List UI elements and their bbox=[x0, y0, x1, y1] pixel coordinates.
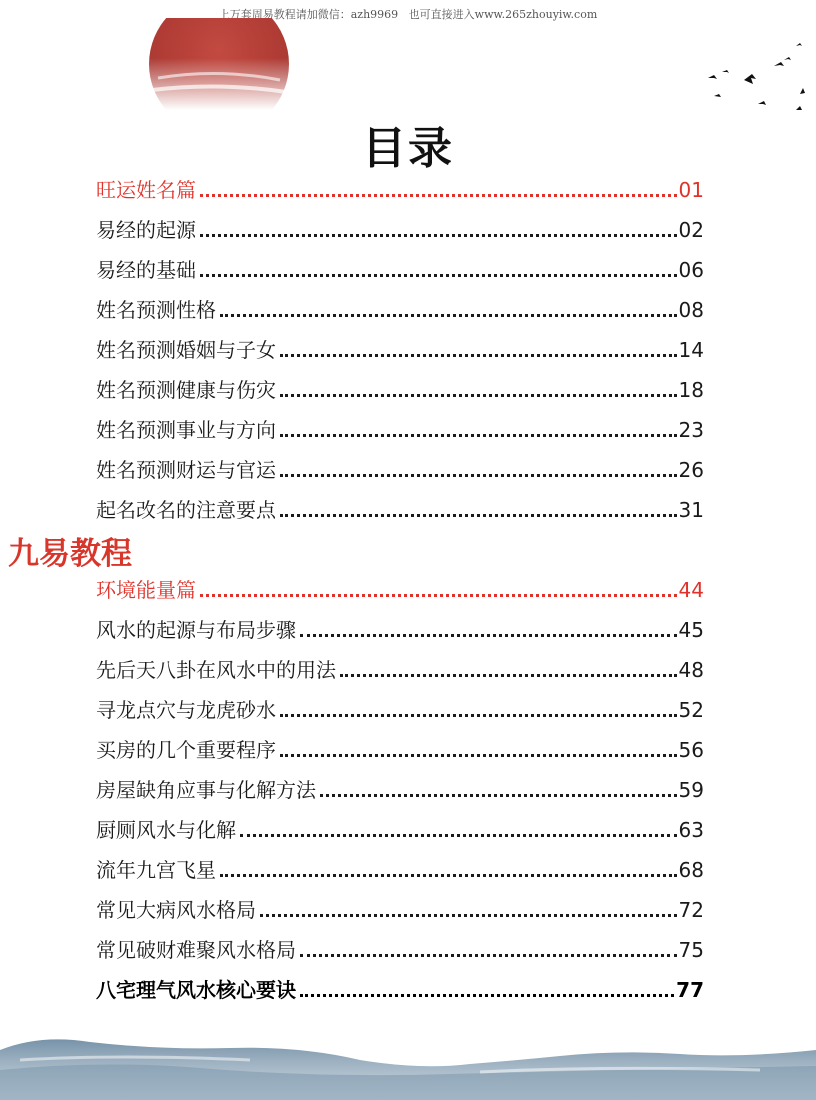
toc-entry[interactable] bbox=[96, 644, 704, 684]
toc-entry[interactable] bbox=[96, 164, 704, 204]
toc-dot-leader bbox=[200, 234, 677, 237]
toc-entry-label: 风水的起源与布局步骤 bbox=[96, 618, 296, 642]
toc-entry-label: 厨厕风水与化解 bbox=[96, 818, 236, 842]
red-sun-decoration bbox=[148, 18, 290, 110]
toc-entry-label: 八宅理气风水核心要诀 bbox=[96, 978, 296, 1002]
toc-entry[interactable] bbox=[96, 404, 704, 444]
toc-dot-leader bbox=[280, 394, 677, 397]
toc-entry-label: 先后天八卦在风水中的用法 bbox=[96, 658, 336, 682]
toc-entry-page-number: 18 bbox=[678, 378, 704, 402]
toc-entry[interactable] bbox=[96, 684, 704, 724]
toc-entry-page-number: 48 bbox=[678, 658, 704, 682]
toc-entry-label: 易经的基础 bbox=[96, 258, 196, 282]
toc-entry[interactable] bbox=[96, 324, 704, 364]
toc-dot-leader bbox=[200, 194, 677, 197]
toc-entry-page-number: 68 bbox=[678, 858, 704, 882]
toc-dot-leader bbox=[280, 514, 677, 517]
toc-entry-page-number: 63 bbox=[678, 818, 704, 842]
toc-entry-page-number: 31 bbox=[678, 498, 704, 522]
toc-entry-page-number: 44 bbox=[678, 578, 704, 602]
brand-logo-text: 九易教程 bbox=[8, 536, 132, 572]
toc-entry[interactable] bbox=[96, 364, 704, 404]
toc-dot-leader bbox=[300, 954, 677, 957]
toc-entry-label: 寻龙点穴与龙虎砂水 bbox=[96, 698, 276, 722]
toc-dot-leader bbox=[260, 914, 677, 917]
toc-list-name-section bbox=[96, 164, 704, 524]
toc-entry[interactable] bbox=[96, 804, 704, 844]
toc-dot-leader bbox=[280, 474, 677, 477]
toc-entry-page-number: 26 bbox=[678, 458, 704, 482]
toc-dot-leader bbox=[320, 794, 677, 797]
toc-dot-leader bbox=[220, 874, 677, 877]
toc-entry-label: 旺运姓名篇 bbox=[96, 178, 196, 202]
toc-entry-page-number: 45 bbox=[678, 618, 704, 642]
toc-entry-label: 姓名预测事业与方向 bbox=[96, 418, 276, 442]
toc-entry-page-number: 02 bbox=[678, 218, 704, 242]
toc-entry[interactable] bbox=[96, 724, 704, 764]
toc-dot-leader bbox=[300, 994, 674, 997]
toc-dot-leader bbox=[200, 594, 677, 597]
toc-entry[interactable] bbox=[96, 244, 704, 284]
toc-dot-leader bbox=[280, 434, 677, 437]
toc-entry-page-number: 56 bbox=[678, 738, 704, 762]
flying-birds-decoration bbox=[700, 38, 812, 118]
toc-entry-page-number: 72 bbox=[678, 898, 704, 922]
toc-entry-label: 环境能量篇 bbox=[96, 578, 196, 602]
toc-entry[interactable] bbox=[96, 484, 704, 524]
toc-entry-label: 房屋缺角应事与化解方法 bbox=[96, 778, 316, 802]
toc-entry-label: 易经的起源 bbox=[96, 218, 196, 242]
header-watermark: 上万套周易教程请加微信：azh9969 也可直接进入www.265zhouyiw.com bbox=[218, 8, 598, 21]
toc-entry-label: 起名改名的注意要点 bbox=[96, 498, 276, 522]
toc-entry-page-number: 59 bbox=[678, 778, 704, 802]
toc-dot-leader bbox=[280, 354, 677, 357]
toc-entry[interactable] bbox=[96, 844, 704, 884]
toc-entry-label: 买房的几个重要程序 bbox=[96, 738, 276, 762]
toc-dot-leader bbox=[340, 674, 677, 677]
toc-entry[interactable] bbox=[96, 964, 704, 1004]
toc-dot-leader bbox=[300, 634, 677, 637]
toc-entry[interactable] bbox=[96, 564, 704, 604]
toc-entry[interactable] bbox=[96, 284, 704, 324]
toc-entry-page-number: 77 bbox=[676, 978, 704, 1002]
toc-entry-page-number: 06 bbox=[678, 258, 704, 282]
toc-entry-label: 姓名预测财运与官运 bbox=[96, 458, 276, 482]
toc-entry[interactable] bbox=[96, 924, 704, 964]
toc-entry-page-number: 75 bbox=[678, 938, 704, 962]
toc-entry-label: 流年九宫飞星 bbox=[96, 858, 216, 882]
toc-list-environment-section bbox=[96, 564, 704, 1004]
toc-entry[interactable] bbox=[96, 444, 704, 484]
toc-entry[interactable] bbox=[96, 764, 704, 804]
page-title: 目录 bbox=[362, 123, 454, 174]
toc-entry-label: 姓名预测婚姻与子女 bbox=[96, 338, 276, 362]
toc-entry-label: 姓名预测健康与伤灾 bbox=[96, 378, 276, 402]
toc-entry[interactable] bbox=[96, 204, 704, 244]
toc-entry-page-number: 14 bbox=[678, 338, 704, 362]
toc-entry[interactable] bbox=[96, 884, 704, 924]
toc-entry-page-number: 01 bbox=[678, 178, 704, 202]
toc-entry-page-number: 52 bbox=[678, 698, 704, 722]
toc-entry-label: 常见大病风水格局 bbox=[96, 898, 256, 922]
toc-entry-label: 姓名预测性格 bbox=[96, 298, 216, 322]
toc-dot-leader bbox=[240, 834, 677, 837]
toc-dot-leader bbox=[280, 714, 677, 717]
toc-entry-page-number: 23 bbox=[678, 418, 704, 442]
toc-dot-leader bbox=[200, 274, 677, 277]
toc-entry[interactable] bbox=[96, 604, 704, 644]
toc-entry-label: 常见破财难聚风水格局 bbox=[96, 938, 296, 962]
toc-dot-leader bbox=[220, 314, 677, 317]
ink-mountain-decoration bbox=[0, 1020, 816, 1100]
toc-dot-leader bbox=[280, 754, 677, 757]
toc-entry-page-number: 08 bbox=[678, 298, 704, 322]
